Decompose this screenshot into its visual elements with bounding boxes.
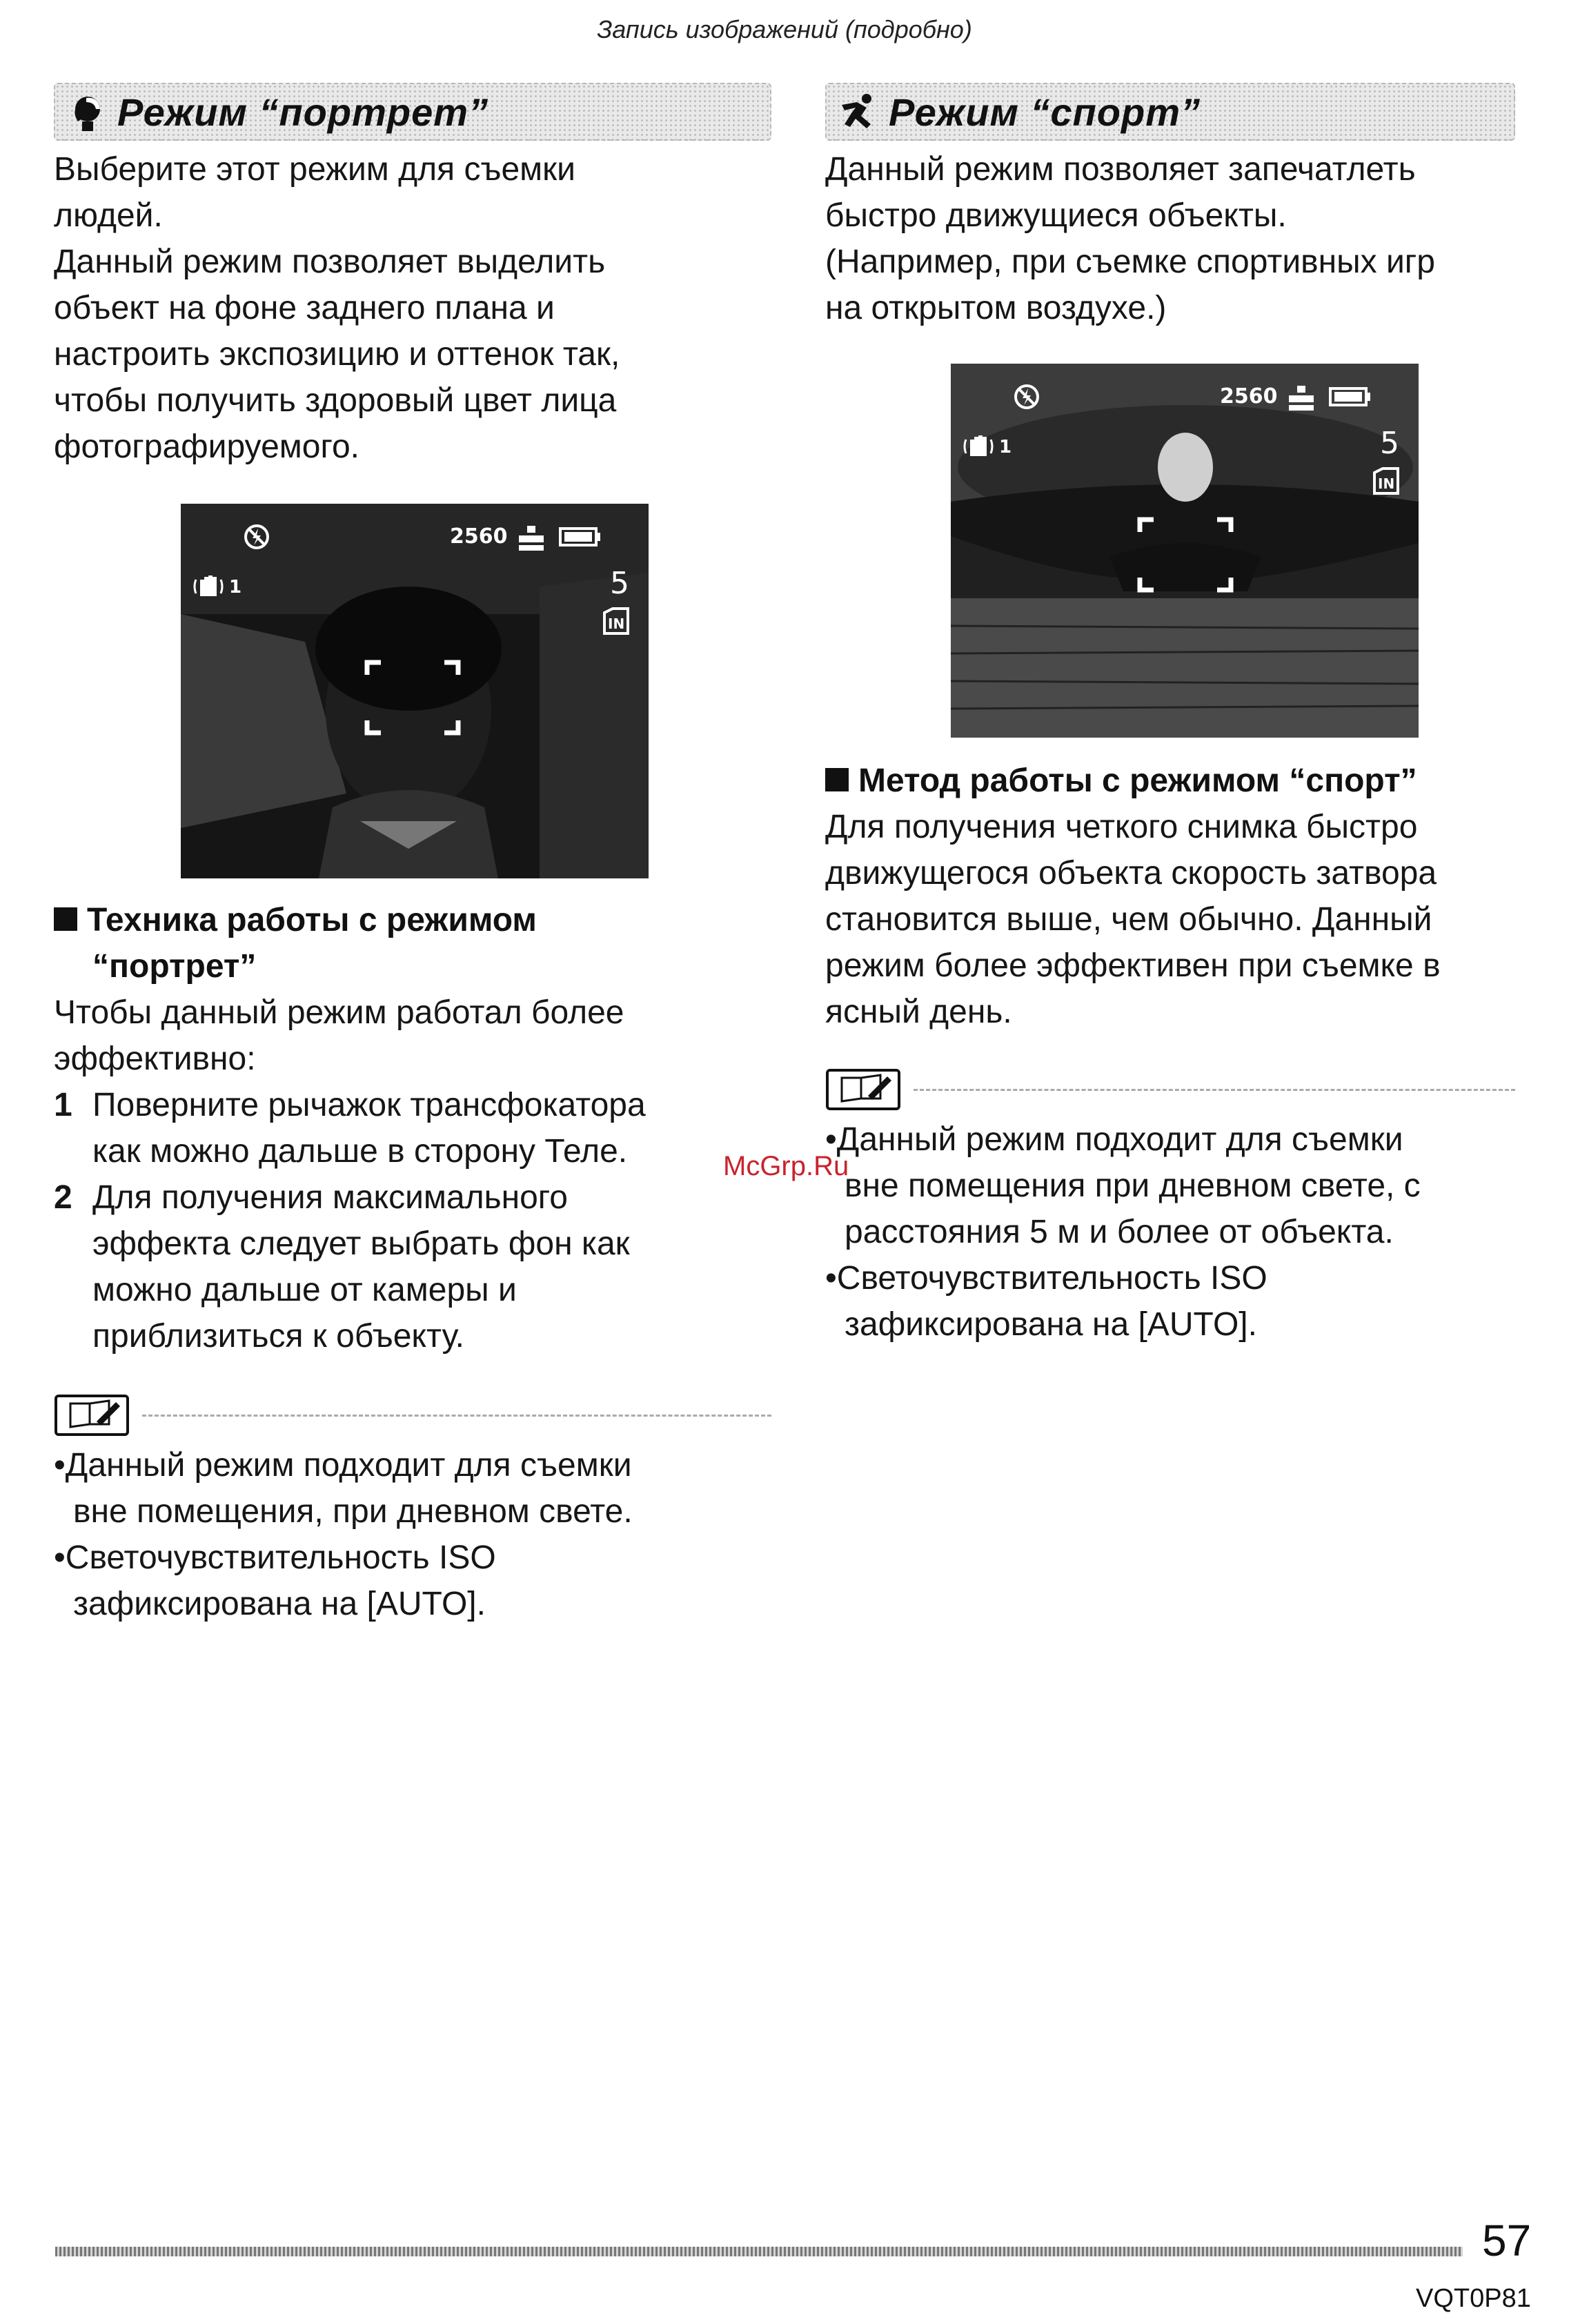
sport-intro-line: Данный режим позволяет запечатлеть: [825, 151, 1416, 188]
svg-text:IN: IN: [1378, 475, 1395, 492]
portrait-mode-icon: [55, 91, 117, 132]
step-text: приблизиться к объекту.: [92, 1318, 465, 1355]
portrait-intro-line: чтобы получить здоровый цвет лица: [54, 382, 617, 419]
sport-intro-line: быстро движущиеся объекты.: [825, 197, 1287, 234]
af-frame: [364, 660, 461, 736]
note-line: •Светочувствительность ISO: [54, 1539, 496, 1576]
note-line: •Светочувствительность ISO: [825, 1260, 1267, 1297]
note-line: вне помещения при дневном свете, с: [845, 1168, 1421, 1204]
page-number: 57: [1482, 2216, 1532, 2265]
method-line: становится выше, чем обычно. Данный: [825, 901, 1432, 938]
step-text: Поверните рычажок трансфокатора: [92, 1087, 646, 1123]
sport-section-title: Режим “спорт”: [889, 90, 1201, 134]
battery-icon: [1329, 384, 1372, 409]
technique-lead: Чтобы данный режим работал более: [54, 994, 624, 1031]
portrait-intro-line: фотографируемого.: [54, 429, 359, 465]
stabilizer-mode-readout: 1: [229, 577, 242, 598]
step-text: можно дальше от камеры и: [92, 1272, 517, 1308]
step-number: 2: [54, 1179, 72, 1216]
note-divider: [142, 1415, 771, 1417]
method-heading-text: Метод работы с режимом “спорт”: [858, 762, 1417, 799]
document-code: VQT0P81: [1416, 2284, 1531, 2313]
technique-heading-text: Техника работы с режимом: [87, 902, 537, 938]
stabilizer-icon: [963, 431, 998, 459]
method-line: движущегося объекта скорость затвора: [825, 855, 1437, 892]
shots-left-readout: 5: [1380, 426, 1399, 461]
flash-off-icon: [243, 523, 270, 551]
internal-memory-icon: [600, 607, 632, 635]
technique-heading: [54, 897, 785, 943]
portrait-title-bar: [54, 83, 771, 141]
internal-memory-icon: [1370, 467, 1402, 495]
step-number: 1: [54, 1087, 72, 1123]
note-line: зафиксирована на [AUTO].: [845, 1306, 1257, 1343]
sport-intro: [825, 146, 1557, 331]
note-line: вне помещения, при дневном свете.: [73, 1493, 633, 1530]
method-line: ясный день.: [825, 994, 1012, 1030]
af-frame: [1137, 517, 1234, 593]
quality-icon: [1286, 384, 1316, 412]
sport-notes: [825, 1116, 1557, 1348]
sport-intro-line: (Например, при съемке спортивных игр: [825, 244, 1435, 280]
portrait-intro-line: людей.: [54, 197, 163, 234]
portrait-intro: [54, 146, 778, 470]
method-heading: [825, 758, 1563, 804]
note-line: •Данный режим подходит для съемки: [54, 1447, 632, 1484]
note-book-icon: [825, 1068, 901, 1111]
portrait-section-title: Режим “портрет”: [117, 90, 489, 134]
portrait-intro-line: настроить экспозицию и оттенок так,: [54, 336, 620, 373]
note-book-icon: [54, 1394, 130, 1437]
stabilizer-icon: [193, 571, 228, 599]
square-bullet-icon: [54, 907, 77, 931]
technique-heading-cont: “портрет”: [92, 948, 257, 985]
note-line: •Данный режим подходит для съемки: [825, 1121, 1403, 1158]
portrait-notes: [54, 1442, 778, 1627]
running-title: Запись изображений (подробно): [597, 15, 972, 43]
method-line: режим более эффективен при съемке в: [825, 947, 1441, 984]
note-line: зафиксирована на [AUTO].: [73, 1586, 486, 1622]
note-line: расстояния 5 м и более от объекта.: [845, 1214, 1394, 1250]
resolution-readout: 2560: [1220, 384, 1278, 408]
technique-step: [54, 1082, 785, 1128]
sport-title-bar: [825, 83, 1515, 141]
square-bullet-icon: [825, 768, 849, 791]
portrait-intro-line: Данный режим позволяет выделить: [54, 244, 606, 280]
portrait-intro-line: Выберите этот режим для съемки: [54, 151, 575, 188]
note-divider: [914, 1089, 1515, 1091]
footer-rule: [55, 2247, 1463, 2256]
svg-text:IN: IN: [608, 616, 625, 632]
step-text: эффекта следует выбрать фон как: [92, 1225, 630, 1262]
resolution-readout: 2560: [450, 524, 508, 549]
sport-mode-icon: [827, 92, 889, 131]
sport-screen-photo: [951, 364, 1419, 738]
watermark: McGrp.Ru: [723, 1151, 849, 1181]
sport-note-header: [825, 1068, 1515, 1111]
portrait-note-header: [54, 1394, 771, 1437]
technique-lead: эффективно:: [54, 1041, 256, 1077]
battery-icon: [559, 524, 602, 549]
portrait-intro-line: объект на фоне заднего плана и: [54, 290, 555, 326]
stabilizer-mode-readout: 1: [999, 437, 1012, 457]
step-text: как можно дальше в сторону Теле.: [92, 1133, 628, 1170]
sport-method: [825, 758, 1563, 1035]
technique-step: [54, 1174, 785, 1221]
step-text: Для получения максимального: [92, 1179, 568, 1216]
portrait-screen-photo: [181, 504, 649, 878]
shots-left-readout: 5: [610, 566, 629, 601]
sport-intro-line: на открытом воздухе.): [825, 290, 1167, 326]
method-line: Для получения четкого снимка быстро: [825, 809, 1418, 845]
quality-icon: [516, 524, 546, 552]
flash-off-icon: [1013, 383, 1040, 411]
portrait-technique: [54, 897, 785, 1359]
